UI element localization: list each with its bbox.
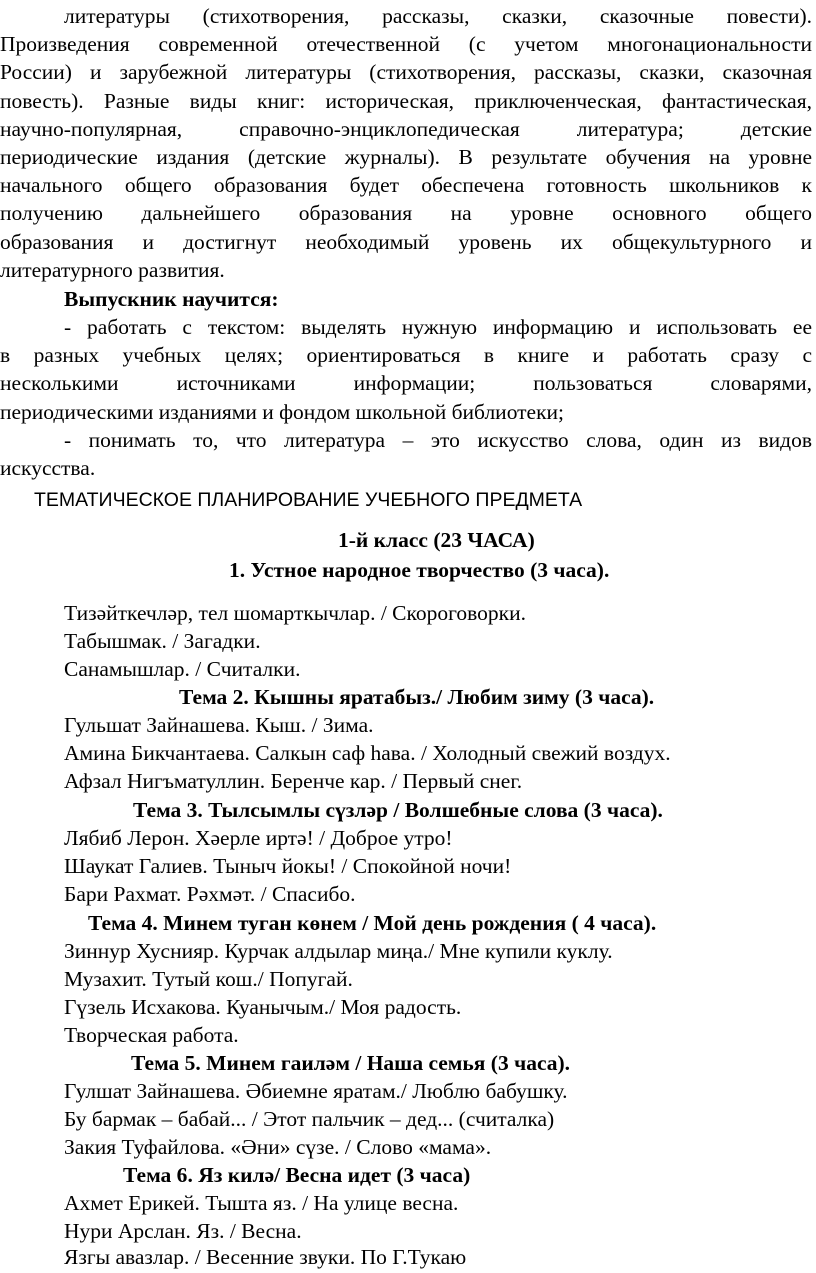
list-item: Афзал Нигъматуллин. Беренче кар. / Первый снег. — [64, 769, 523, 793]
list-item: Зиннур Хуснияр. Курчак алдылар миңа./ Мне купили куклу. — [64, 939, 613, 963]
section-title: ТЕМАТИЧЕСКОЕ ПЛАНИРОВАНИЕ УЧЕБНОГО ПРЕДМЕТА — [34, 489, 583, 511]
text-line: в разных учебных целях; ориентироваться в книге и работать сразу с — [0, 343, 812, 368]
text-line: - работать с текстом: выделять нужную информацию и использовать ее — [64, 315, 812, 339]
text-line: научно-популярная, справочно-энциклопедическая литература; детские — [0, 116, 812, 141]
text-line: несколькими источниками информации; пользоваться словарями, — [0, 371, 812, 396]
list-item: Гулшат Зайнашева. Әбиемне яратам./ Люблю бабушку. — [64, 1079, 568, 1103]
topic-title-prefix: Тема 6 — [123, 1163, 188, 1187]
list-item: Шаукат Галиев. Тыныч йокы! / Спокойной ночи! — [64, 854, 512, 878]
list-item: Лябиб Лерон. Хәерле иртә! / Доброе утро! — [64, 826, 453, 850]
intro-paragraph — [0, 2, 812, 284]
text-line: получению дальнейшего образования на уровне основного общего — [0, 201, 812, 226]
topic-title — [123, 1161, 470, 1189]
topic-title: Тема 3. Тылсымлы сүзләр / Волшебные слова (3 часа). — [133, 798, 663, 822]
list-item: Гүзель Исхакова. Куанычым./ Моя радость. — [64, 995, 462, 1019]
text-line: - понимать то, что литература – это искусство слова, один из видов — [64, 428, 812, 452]
list-item: Закия Туфайлова. «Әни» сүзе. / Слово «мама». — [64, 1135, 492, 1159]
list-item: Язгы авазлар. / Весенние звуки. По Г.Тукаю — [64, 1245, 467, 1269]
list-item: Амина Бикчантаева. Салкын саф һава. / Холодный свежий воздух. — [64, 741, 671, 765]
graduate-heading: Выпускник научится: — [64, 287, 279, 311]
grade-heading: 1-й класс (23 ЧАСА) — [338, 528, 535, 552]
list-item: Табышмак. / Загадки. — [64, 629, 261, 653]
text-line: искусства. — [0, 456, 96, 481]
skills-paragraph-1 — [0, 313, 812, 426]
list-item: Музахит. Тутый кош./ Попугай. — [64, 967, 353, 991]
text-line: образования и достигнут необходимый уровень их общекультурного и — [0, 229, 812, 254]
topic-title: Тема 2. Кышны яратабыз./ Любим зиму (3 часа). — [179, 685, 655, 709]
topic-title: 1. Устное народное творчество (3 часа). — [229, 558, 610, 582]
topic-title: Тема 4. Минем туган көнем / Мой день рождения ( 4 часа). — [88, 911, 657, 935]
list-item: Санамышлар. / Считалки. — [64, 657, 301, 681]
text-line: периодические издания (детские журналы). В результате обучения на уровне — [0, 144, 812, 169]
text-line: России) и зарубежной литературы (стихотворения, рассказы, сказки, сказочная — [0, 60, 812, 85]
list-item: Ахмет Ерикей. Тышта яз. / На улице весна. — [64, 1191, 459, 1215]
text-line: повесть). Разные виды книг: историческая, приключенческая, фантастическая, — [0, 88, 812, 113]
list-item: Нури Арслан. Яз. / Весна. — [64, 1219, 302, 1243]
text-line: периодическими изданиями и фондом школьной библиотеки; — [0, 399, 565, 424]
list-item: Гульшат Зайнашева. Кыш. / Зима. — [64, 713, 374, 737]
list-item: Творческая работа. — [64, 1023, 239, 1047]
topic-title: Тема 5. Минем гаиләм / Наша семья (3 часа). — [131, 1051, 571, 1075]
list-item: Тизәйткечләр, тел шомарткычлар. / Скороговорки. — [64, 601, 526, 625]
skills-paragraph-2 — [0, 426, 812, 482]
text-line: Произведения современной отечественной (с учетом многонациональности — [0, 32, 812, 57]
list-item: Бу бармак – бабай... / Этот пальчик – дед... (считалка) — [64, 1107, 555, 1131]
text-line: литературы (стихотворения, рассказы, сказки, сказочные повести). — [64, 4, 812, 28]
text-line: литературного развития. — [0, 257, 225, 282]
topic-title-rest: . Яз килә/ Весна идет (3 часа) — [187, 1163, 471, 1187]
list-item: Бари Рахмат. Рәхмәт. / Спасибо. — [64, 882, 356, 906]
text-line: начального общего образования будет обеспечена готовность школьников к — [0, 173, 812, 198]
